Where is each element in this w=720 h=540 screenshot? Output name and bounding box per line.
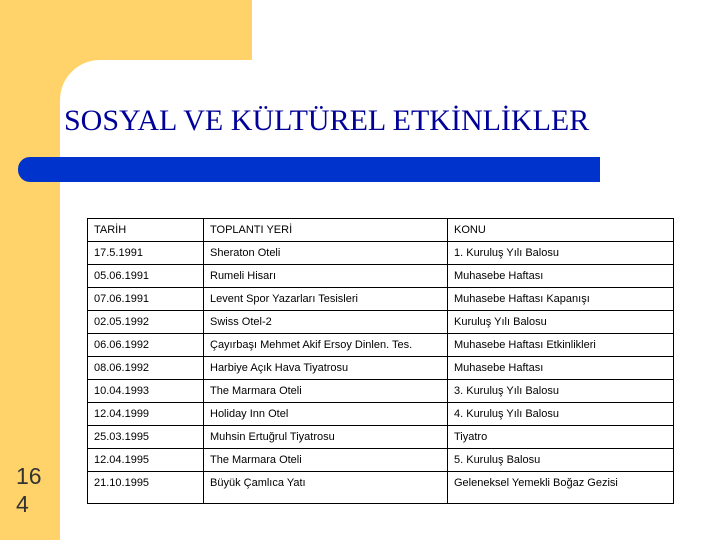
cell-topic: Kuruluş Yılı Balosu: [448, 311, 674, 334]
cell-date: 08.06.1992: [88, 357, 204, 380]
cell-topic: 5. Kuruluş Balosu: [448, 449, 674, 472]
table-row: [88, 242, 674, 265]
cell-venue: Swiss Otel-2: [204, 311, 448, 334]
header-topic: KONU: [448, 219, 674, 242]
table-row: [88, 380, 674, 403]
cell-date: 05.06.1991: [88, 265, 204, 288]
cell-venue: Levent Spor Yazarları Tesisleri: [204, 288, 448, 311]
cell-topic: Muhasebe Haftası Etkinlikleri: [448, 334, 674, 357]
cell-date: 12.04.1995: [88, 449, 204, 472]
cell-venue: The Marmara Oteli: [204, 380, 448, 403]
cell-date: 12.04.1999: [88, 403, 204, 426]
cell-date: 10.04.1993: [88, 380, 204, 403]
cell-topic: 3. Kuruluş Yılı Balosu: [448, 380, 674, 403]
table-row: [88, 403, 674, 426]
cell-venue: Harbiye Açık Hava Tiyatrosu: [204, 357, 448, 380]
table-row: [88, 357, 674, 380]
table-row: [88, 449, 674, 472]
cell-venue: Holiday Inn Otel: [204, 403, 448, 426]
slide-title: SOSYAL VE KÜLTÜREL ETKİNLİKLER: [64, 104, 590, 137]
cell-venue: Sheraton Oteli: [204, 242, 448, 265]
cell-venue: Rumeli Hisarı: [204, 265, 448, 288]
cell-date: 06.06.1992: [88, 334, 204, 357]
cell-venue: Büyük Çamlıca Yatı: [204, 472, 448, 504]
page-number-line1: 16: [16, 463, 42, 489]
page-number: [16, 462, 56, 518]
cell-venue: Muhsin Ertuğrul Tiyatrosu: [204, 426, 448, 449]
cell-topic: Tiyatro: [448, 426, 674, 449]
table-row: [88, 265, 674, 288]
cell-venue: Çayırbaşı Mehmet Akif Ersoy Dinlen. Tes.: [204, 334, 448, 357]
cell-venue: The Marmara Oteli: [204, 449, 448, 472]
title-underline-bar: [18, 157, 600, 182]
top-accent-band: [0, 0, 252, 60]
cell-date: 07.06.1991: [88, 288, 204, 311]
events-table: [87, 218, 674, 504]
cell-topic: Muhasebe Haftası Kapanışı: [448, 288, 674, 311]
table-row: [88, 288, 674, 311]
cell-date: 25.03.1995: [88, 426, 204, 449]
cell-date: 02.05.1992: [88, 311, 204, 334]
cell-date: 21.10.1995: [88, 472, 204, 504]
cell-topic: 4. Kuruluş Yılı Balosu: [448, 403, 674, 426]
table-row: [88, 334, 674, 357]
cell-topic: Geleneksel Yemekli Boğaz Gezisi: [448, 472, 674, 504]
cell-topic: Muhasebe Haftası: [448, 357, 674, 380]
table-header-row: [88, 219, 674, 242]
table-row: [88, 426, 674, 449]
cell-date: 17.5.1991: [88, 242, 204, 265]
cell-topic: 1. Kuruluş Yılı Balosu: [448, 242, 674, 265]
cell-topic: Muhasebe Haftası: [448, 265, 674, 288]
left-accent-band: [0, 0, 60, 540]
table-row: [88, 311, 674, 334]
header-date: TARİH: [88, 219, 204, 242]
header-venue: TOPLANTI YERİ: [204, 219, 448, 242]
table-row: [88, 472, 674, 504]
page-number-line2: 4: [16, 491, 29, 517]
